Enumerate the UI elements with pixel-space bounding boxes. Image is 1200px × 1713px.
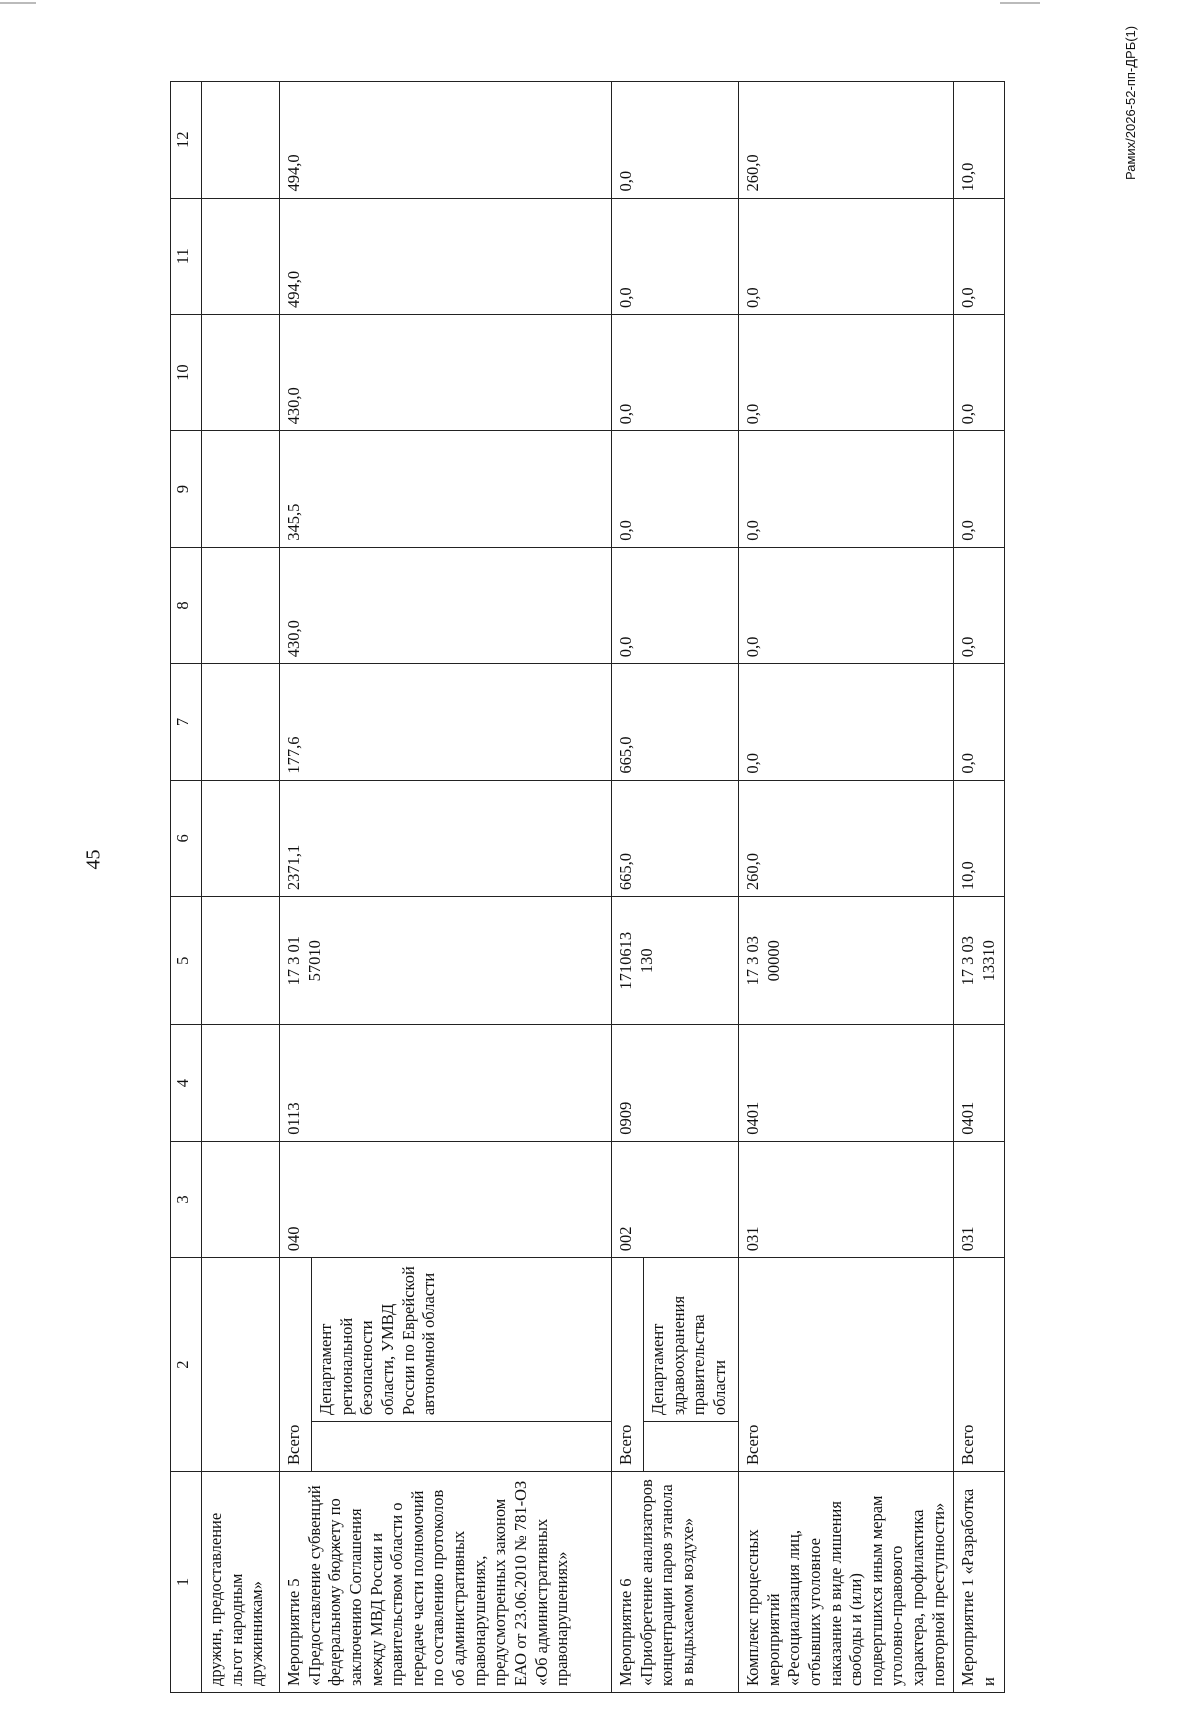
value-cell: 2371,1 xyxy=(280,780,612,896)
value-cell: 0,0 xyxy=(739,198,954,314)
document-code: Рамих/2026-52-пп-ДРБ(1) xyxy=(1123,25,1138,180)
total-label-cell: Всего xyxy=(954,1258,1004,1472)
value-cell: 0,0 xyxy=(739,431,954,547)
table-row xyxy=(280,82,312,1693)
measure-name-cell: Мероприятие 6 «Приобретение анализаторов концентрации паров этанола в выдыхаемом воздухе» xyxy=(612,1472,739,1693)
indent-cell xyxy=(644,1422,739,1472)
executor-cell xyxy=(202,1258,280,1472)
code-cell: 040 xyxy=(280,1141,612,1257)
table-cell xyxy=(202,431,280,547)
code-cell: 031 xyxy=(739,1141,954,1257)
value-cell: 260,0 xyxy=(739,780,954,896)
header-cell: 5 xyxy=(171,897,202,1025)
value-cell: 0,0 xyxy=(954,314,1004,430)
table-cell xyxy=(202,314,280,430)
code-cell: 17 3 03 00000 xyxy=(739,897,954,1025)
table-row xyxy=(202,82,280,1693)
value-cell: 0,0 xyxy=(612,547,739,663)
code-cell: 002 xyxy=(612,1141,739,1257)
header-cell: 11 xyxy=(171,198,202,314)
value-cell: 0,0 xyxy=(954,198,1004,314)
value-cell: 665,0 xyxy=(612,780,739,896)
code-cell: 0401 xyxy=(954,1025,1004,1141)
indent-cell xyxy=(312,1422,612,1472)
header-cell: 8 xyxy=(171,547,202,663)
value-cell: 345,5 xyxy=(280,431,612,547)
value-cell: 494,0 xyxy=(280,82,612,199)
value-cell: 494,0 xyxy=(280,198,612,314)
total-label-cell: Всего xyxy=(612,1258,644,1472)
table-cell xyxy=(202,780,280,896)
value-cell: 0,0 xyxy=(612,431,739,547)
header-row xyxy=(171,82,202,1693)
value-cell: 0,0 xyxy=(739,314,954,430)
department-cell: Департамент здравоохранения правительства области xyxy=(644,1258,739,1422)
table-cell xyxy=(202,547,280,663)
budget-table xyxy=(170,81,1005,1693)
department-cell: Департамент региональной безопасности области, УМВД России по Еврейской автономной области xyxy=(312,1258,612,1422)
table-row xyxy=(954,82,1004,1693)
table-row xyxy=(739,82,954,1693)
value-cell: 0,0 xyxy=(954,431,1004,547)
code-cell: 1710613 130 xyxy=(612,897,739,1025)
total-label-cell: Всего xyxy=(280,1258,312,1472)
rotated-table-wrapper xyxy=(170,81,1077,1693)
value-cell: 0,0 xyxy=(612,198,739,314)
value-cell: 260,0 xyxy=(739,82,954,199)
table-cell xyxy=(202,82,280,199)
value-cell: 10,0 xyxy=(954,780,1004,896)
total-label-cell: Всего xyxy=(739,1258,954,1472)
value-cell: 665,0 xyxy=(612,664,739,780)
table-row xyxy=(612,82,644,1693)
measure-name-cell: Мероприятие 1 «Разработка и xyxy=(954,1472,1004,1693)
code-cell: 0401 xyxy=(739,1025,954,1141)
value-cell: 430,0 xyxy=(280,547,612,663)
value-cell: 0,0 xyxy=(612,314,739,430)
value-cell: 0,0 xyxy=(612,82,739,199)
measure-name-cell: Мероприятие 5 «Предоставление субвенций федеральному бюджету по заключению Соглашения между МВД России и правительством области о передаче части полномочий по составлению протоколов об административных правонарушениях, предусмотренных законом ЕАО от 23.06.2010 № 781-ОЗ «Об административных правонарушениях» xyxy=(280,1472,612,1693)
table-cell xyxy=(202,198,280,314)
value-cell: 430,0 xyxy=(280,314,612,430)
value-cell: 0,0 xyxy=(954,547,1004,663)
measure-name-cell: Комплекс процессных мероприятий «Ресоциализация лиц, отбывших уголовное наказание в виде лишения свободы и (или) подвергшихся иным мерам уголовно-правового характера, профилактика повторной преступности» xyxy=(739,1472,954,1693)
code-cell: 17 3 01 57010 xyxy=(280,897,612,1025)
header-cell: 4 xyxy=(171,1025,202,1141)
code-cell: 0909 xyxy=(612,1025,739,1141)
value-cell: 0,0 xyxy=(954,664,1004,780)
header-cell: 1 xyxy=(171,1472,202,1693)
value-cell: 0,0 xyxy=(739,664,954,780)
scan-edge-mark xyxy=(0,2,36,4)
table-cell xyxy=(202,1141,280,1257)
code-cell: 0113 xyxy=(280,1025,612,1141)
table-cell xyxy=(202,897,280,1025)
header-cell: 7 xyxy=(171,664,202,780)
scan-edge-mark xyxy=(1000,2,1040,4)
header-cell: 12 xyxy=(171,82,202,199)
measure-name-cell: дружин, предоставление льгот народным дружинникам» xyxy=(202,1472,280,1693)
value-cell: 177,6 xyxy=(280,664,612,780)
header-cell: 6 xyxy=(171,780,202,896)
header-cell: 3 xyxy=(171,1141,202,1257)
header-cell: 9 xyxy=(171,431,202,547)
header-cell: 2 xyxy=(171,1258,202,1472)
page-number: 45 xyxy=(82,849,105,870)
code-cell: 17 3 03 13310 xyxy=(954,897,1004,1025)
code-cell: 031 xyxy=(954,1141,1004,1257)
header-cell: 10 xyxy=(171,314,202,430)
value-cell: 0,0 xyxy=(739,547,954,663)
table-cell xyxy=(202,1025,280,1141)
table-cell xyxy=(202,664,280,780)
value-cell: 10,0 xyxy=(954,82,1004,199)
